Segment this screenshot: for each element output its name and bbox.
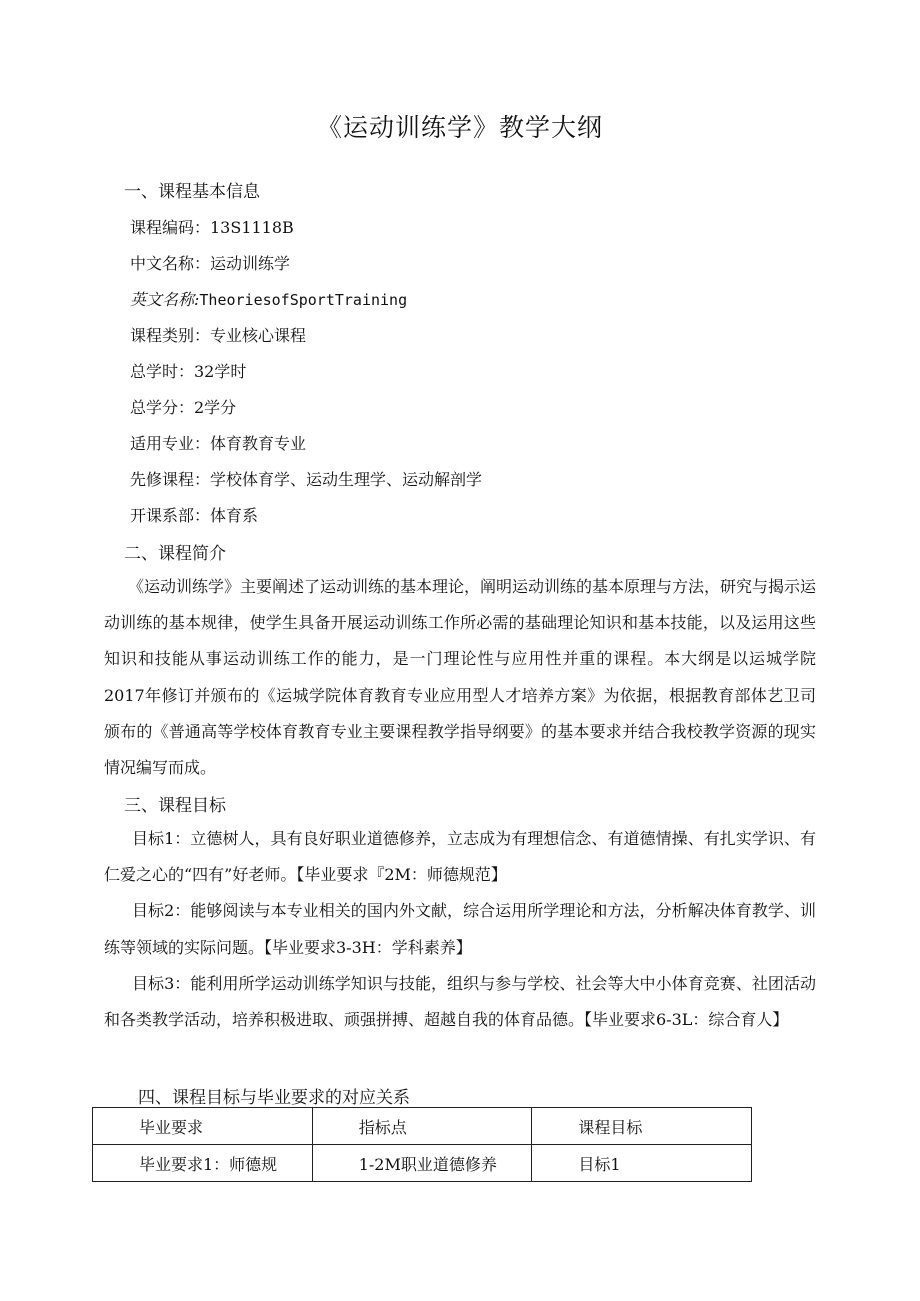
course-code: 课程编码：13S1118B [130,218,294,237]
section3-heading: 三、课程目标 [124,796,226,816]
course-intro [104,569,816,786]
total-credits: 总学分：2学分 [130,398,237,417]
table-cell: 1-2M职业道德修养 [312,1145,532,1182]
table-header-row [93,1108,752,1145]
english-name-label: 英文名称: [130,290,200,309]
goal-2: 目标2：能够阅读与本专业相关的国内外文献，综合运用所学理论和方法，分析解决体育教学、训练等领域的实际问题。【毕业要求3-3H：学科素养】 [104,901,816,957]
table-cell: 目标1 [532,1145,752,1182]
goal-1: 目标1：立德树人，具有良好职业道德修养，立志成为有理想信念、有道德情操、有扎实学识、有仁爱之心的“四有”好老师。【毕业要求『2M：师德规范】 [104,829,816,885]
table-row [93,1145,752,1182]
department: 开课系部：体育系 [130,506,259,525]
goals [104,821,816,1038]
table-header: 指标点 [312,1108,532,1145]
english-name-value: TheoriesofSportTraining [199,291,408,309]
english-name [130,287,407,310]
chinese-name: 中文名称：运动训练学 [130,254,291,273]
table-header: 课程目标 [532,1108,752,1145]
section1-heading: 一、课程基本信息 [124,182,260,202]
page-title: 《运动训练学》教学大纲 [316,113,603,142]
section2-heading: 二、课程简介 [124,544,226,564]
mapping-table [92,1107,752,1182]
table-cell: 毕业要求1：师德规 [93,1145,313,1182]
section4-heading: 四、课程目标与毕业要求的对应关系 [138,1088,410,1108]
goal-3: 目标3：能利用所学运动训练学知识与技能，组织与参与学校、社会等大中小体育竞赛、社团活动和各类教学活动，培养积极进取、顽强拼搏、超越自我的体育品德。【毕业要求6-3L：综合育人】 [104,973,816,1030]
prerequisites: 先修课程：学校体育学、运动生理学、运动解剖学 [130,470,483,489]
table-header: 毕业要求 [93,1108,313,1145]
applicable-major: 适用专业：体育教育专业 [130,434,307,453]
course-category: 课程类别：专业核心课程 [130,326,307,345]
total-hours: 总学时：32学时 [130,362,247,381]
course-intro-text: 《运动训练学》主要阐述了运动训练的基本理论，阐明运动训练的基本原理与方法，研究与揭示运动训练的基本规律，使学生具备开展运动训练工作所必需的基础理论知识和基本技能，以及运用这些知识和技能从事运动训练工作的能力，是一门理论性与应用性并重的课程。本大纲是以运城学院2017年修订并颁布的《运城学院体育教育专业应用型人才培养方案》为依据，根据教育部体艺卫司颁布的《普通高等学校体育教育专业主要课程教学指导纲要》的基本要求并结合我校教学资源的现实情况编写而成。 [104,577,817,778]
